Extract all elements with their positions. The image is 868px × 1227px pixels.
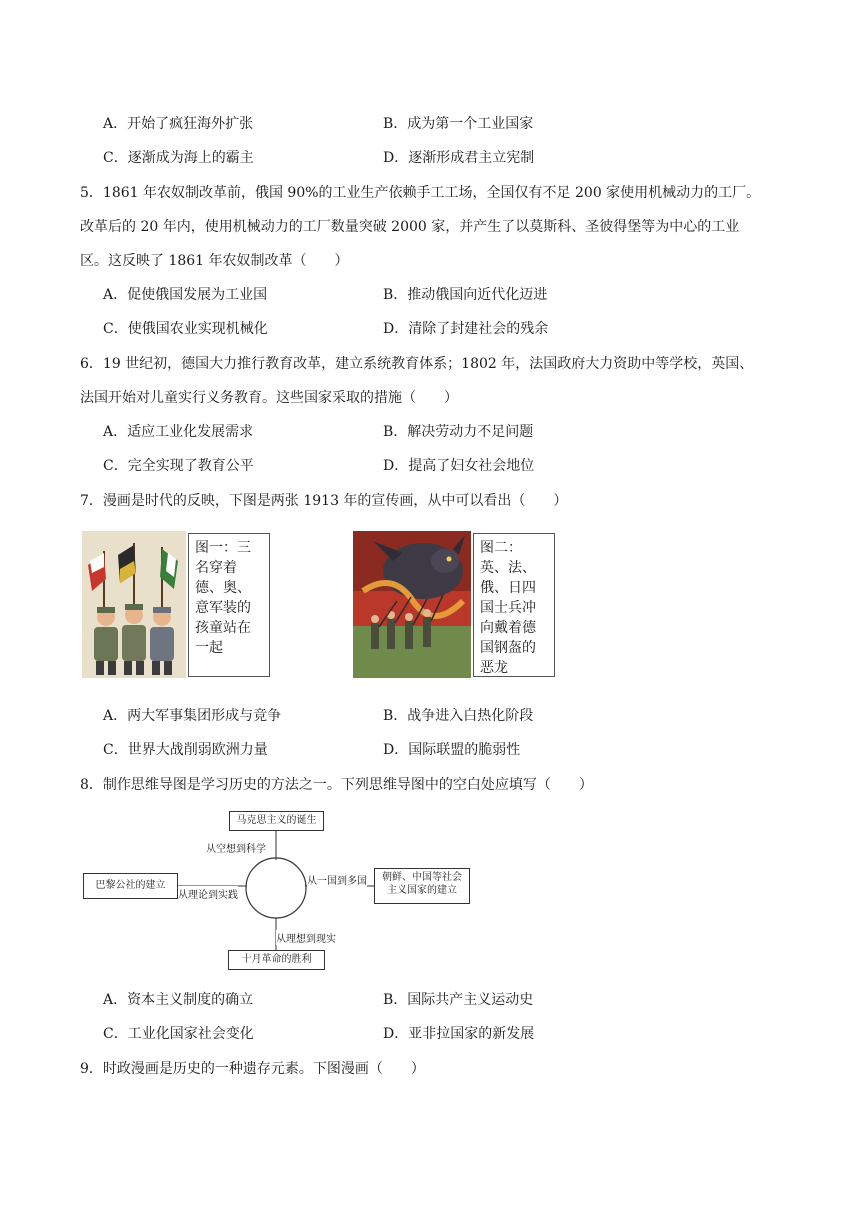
q4-option-a: A．开始了疯狂海外扩张 xyxy=(103,116,254,132)
q7-option-b: B．战争进入白热化阶段 xyxy=(383,708,534,724)
q5-option-c: C．使俄国农业实现机械化 xyxy=(103,321,268,337)
q5-stem-line-3: 区。这反映了 1861 年农奴制改革（ ） xyxy=(80,253,349,269)
mindmap-label-right: 从一国到多国 xyxy=(307,872,367,887)
q6-option-b: B．解决劳动力不足问题 xyxy=(383,424,534,440)
mindmap-label-left: 从理论到实践 xyxy=(178,886,238,901)
q4-option-c: C．逐渐成为海上的霸主 xyxy=(103,150,254,166)
image-2-caption: 图二：英、法、俄、日四国士兵冲向戴着德国钢盔的恶龙 xyxy=(473,533,555,677)
q6-stem-line-2: 法国开始对儿童实行义务教育。这些国家采取的措施（ ） xyxy=(80,390,458,406)
q7-option-d: D．国际联盟的脆弱性 xyxy=(383,742,521,758)
q6-stem-line-1: 6．19 世纪初，德国大力推行教育改革，建立系统教育体系；1802 年，法国政府大力资助中等学校，英国、 xyxy=(80,356,754,372)
mindmap-node-right: 朝鲜、中国等社会主义国家的建立 xyxy=(374,868,470,904)
q5-stem-line-1: 5．1861 年农奴制改革前，俄国 90%的工业生产依赖手工工场，全国仅有不足 200 家使用机械动力的工厂。 xyxy=(80,185,761,201)
q7-option-a: A．两大军事集团形成与竞争 xyxy=(103,708,282,724)
q8-option-a: A．资本主义制度的确立 xyxy=(103,992,254,1008)
q6-option-c: C．完全实现了教育公平 xyxy=(103,458,254,474)
image-1-caption: 图一：三名穿着德、奥、意军装的孩童站在一起 xyxy=(188,533,270,677)
q6-option-d: D．提高了妇女社会地位 xyxy=(383,458,535,474)
q5-option-b: B．推动俄国向近代化迈进 xyxy=(383,287,548,303)
q7-stem: 7．漫画是时代的反映，下图是两张 1913 年的宣传画，从中可以看出（ ） xyxy=(80,493,568,509)
q5-option-d: D．清除了封建社会的残余 xyxy=(383,321,549,337)
mindmap-node-bottom: 十月革命的胜利 xyxy=(228,950,325,970)
q8-stem: 8．制作思维导图是学习历史的方法之一。下列思维导图中的空白处应填写（ ） xyxy=(80,777,593,793)
q8-option-c: C．工业化国家社会变化 xyxy=(103,1026,254,1042)
q5-stem-line-2: 改革后的 20 年内，使用机械动力的工厂数量突破 2000 家，并产生了以莫斯科、圣彼得堡等为中心的工业 xyxy=(80,219,740,235)
mindmap-center-circle xyxy=(246,858,306,918)
q4-option-d: D．逐渐形成君主立宪制 xyxy=(383,150,535,166)
mindmap-label-bottom: 从理想到现实 xyxy=(276,930,336,945)
mindmap-node-top: 马克思主义的诞生 xyxy=(229,811,324,831)
q7-option-c: C．世界大战削弱欧洲力量 xyxy=(103,742,268,758)
q6-option-a: A．适应工业化发展需求 xyxy=(103,424,254,440)
q5-option-a: A．促使俄国发展为工业国 xyxy=(103,287,268,303)
q9-stem: 9．时政漫画是历史的一种遗存元素。下图漫画（ ） xyxy=(80,1061,425,1077)
q8-option-d: D．亚非拉国家的新发展 xyxy=(383,1026,535,1042)
mindmap-node-left: 巴黎公社的建立 xyxy=(83,873,178,899)
mindmap-label-top: 从空想到科学 xyxy=(206,840,266,855)
q4-option-b: B．成为第一个工业国家 xyxy=(383,116,534,132)
q8-option-b: B．国际共产主义运动史 xyxy=(383,992,534,1008)
